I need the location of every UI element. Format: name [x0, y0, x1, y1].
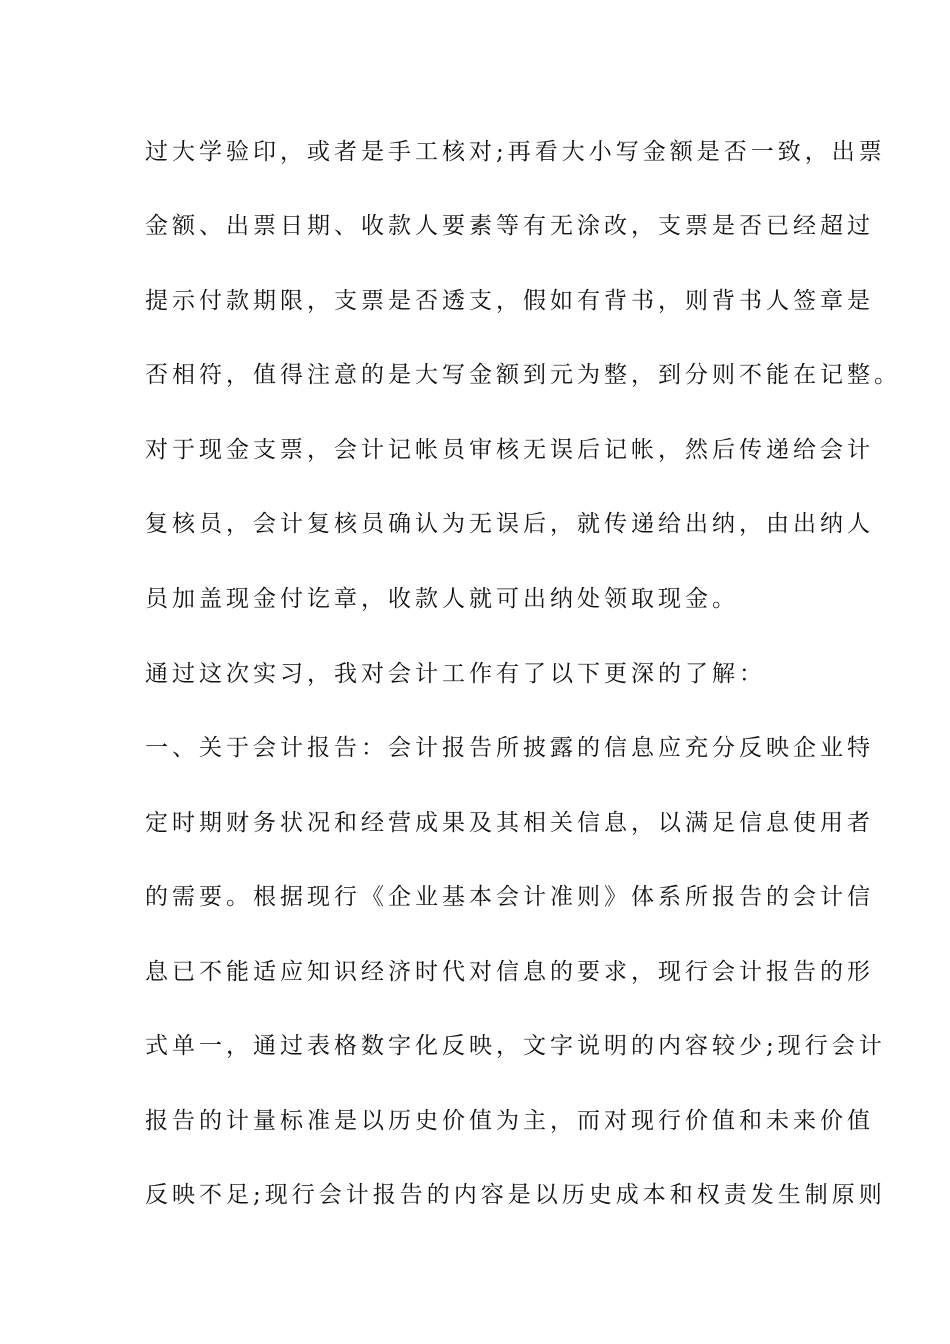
text-line-14: 报告的计量标准是以历史价值为主，而对现行价值和未来价值	[145, 1108, 874, 1134]
text-line-15: 反映不足;现行会计报告的内容是以历史成本和权责发生制原则	[145, 1182, 886, 1208]
text-line-9: 一、关于会计报告：会计报告所披露的信息应充分反映企业特	[145, 735, 874, 761]
text-line-8: 通过这次实习，我对会计工作有了以下更深的了解：	[145, 661, 766, 687]
text-line-1: 过大学验印，或者是手工核对;再看大小写金额是否一致，出票	[145, 139, 886, 165]
text-line-2: 金额、出票日期、收款人要素等有无涂改，支票是否已经超过	[145, 213, 874, 239]
text-line-5: 对于现金支票，会计记帐员审核无误后记帐，然后传递给会计	[145, 437, 874, 463]
text-line-6: 复核员，会计复核员确认为无误后，就传递给出纳，由出纳人	[145, 511, 874, 537]
text-line-13: 式单一，通过表格数字化反映，文字说明的内容较少;现行会计	[145, 1033, 886, 1059]
text-line-10: 定时期财务状况和经营成果及其相关信息，以满足信息使用者	[145, 810, 874, 836]
text-line-12: 息已不能适应知识经济时代对信息的要求，现行会计报告的形	[145, 959, 874, 985]
text-line-3: 提示付款期限，支票是否透支，假如有背书，则背书人签章是	[145, 288, 874, 314]
text-line-11: 的需要。根据现行《企业基本会计准则》体系所报告的会计信	[145, 884, 874, 910]
text-line-4: 否相符，值得注意的是大写金额到元为整，到分则不能在记整。	[145, 362, 901, 388]
text-line-7: 员加盖现金付讫章，收款人就可出纳处领取现金。	[145, 586, 739, 612]
